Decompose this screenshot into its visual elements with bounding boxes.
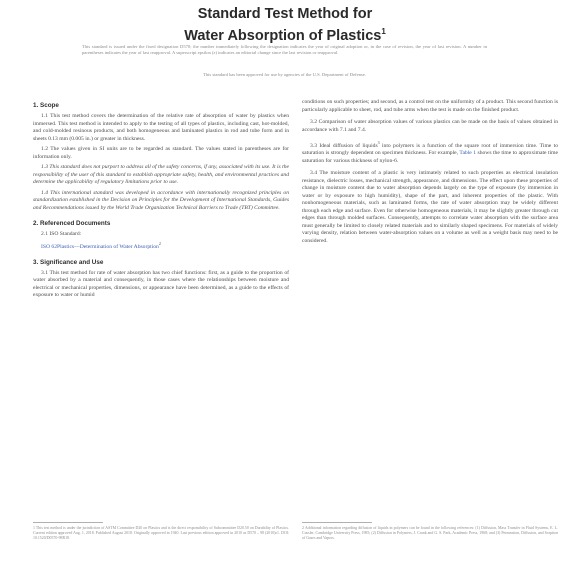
paragraph-3-3 — [302, 139, 558, 165]
title-line-2: Water Absorption of Plastics — [184, 27, 382, 44]
iso-footnote-marker: 2 — [158, 240, 161, 246]
section-heading-significance: 3. Significance and Use — [33, 258, 104, 266]
paragraph-1-4: 1.4 This international standard was developed in accordance with internationally recognized principles on standardization established in the Decision on Principles for the Development of International Standards, Guides and Recommendations issued by the World Trade Organization Technical Barriers to Trade (TBT) Committee. — [33, 189, 289, 211]
section-heading-referenced-documents: 2. Referenced Documents — [33, 220, 111, 227]
title-footnote-marker: 1 — [381, 27, 386, 36]
paragraph-3-1: 3.1 This test method for rate of water absorption has two chief functions: first, as a guide to the proportion of water absorbed by a material and consequently, in those cases where the relationships between moisture and electrical or mechanical properties, dimensions, or appearance have been determined, as a guide to the effects of exposure to water or humid — [33, 269, 289, 299]
paragraph-3-4: 3.4 The moisture content of a plastic is very intimately related to such properties as electrical insulation resistance, dielectric losses, mechanical strength, appearance, and dimensions. The effect upon these properties of change in moisture content due to water absorption depends largely on the type of exposure (by immersion in water or by exposure to high humidity), shape of the part, and inherent properties of the plastic. With nonhomogeneous materials, such as laminated forms, the rate of water absorption may be widely different through each edge and surface. Even for otherwise homogeneous materials, it may be slightly greater through cut edges than through molded surfaces. Consequently, attempts to correlate water absorption with the surface area must generally be limited to closely related materials and to similarly shaped specimens. For materials of widely varying density, relation between water-absorption values on a volume as well as a weight basis may need to be considered. — [302, 170, 558, 244]
left-column — [33, 96, 289, 303]
table-1-link[interactable]: Table 1 — [459, 150, 477, 157]
paragraph-3-2: 3.2 Comparison of water absorption values of various plastics can be made on the basis of values obtained in accordance with 7.1 and 7.4. — [302, 119, 558, 133]
paragraph-3-3-end: shows the time to approximate time saturation for various thickness of nylon-6. — [302, 150, 558, 164]
paragraph-1-3: 1.3 This standard does not purport to address all of the safety concerns, if any, associated with its use. It is the responsibility of the user of this standard to establish appropriate safety, health, and environmental practices and determine the applicability of regulatory limitations prior to use. — [33, 164, 289, 185]
paragraph-1-2: 1.2 The values given in SI units are to be regarded as standard. The values stated in parentheses are for information only. — [33, 146, 289, 160]
iso-62-code-link[interactable]: ISO 62 — [41, 243, 58, 250]
footnote-rule-left — [33, 522, 103, 523]
designation-note: This standard is issued under the fixed designation D570; the number immediately following the designation indicates the year of original adoption or, in the case of revision, the year of last revision. A number in parentheses indicates the year of last reapproval. A superscript epsilon (ε) indicates an editorial change since the last revision or reapproval. — [82, 44, 487, 56]
footnote-rule-right — [302, 522, 372, 523]
paragraph-3-3-middle: into polymers is a function of the square root of immersion time. Time to saturation is strongly dependent on specimen thickness. For example, — [302, 142, 558, 157]
paragraph-1-1: 1.1 This test method covers the determination of the relative rate of absorption of water by plastics when immersed. This test method is intended to apply to the testing of all types of plastics, including cast, hot-molded, and cold-molded resinous products, and both homogeneous and laminated plastics in rod and tube form and in sheets 0.13 mm (0.005 in.) or greater in thickness. — [33, 113, 289, 142]
iso-62-reference — [41, 240, 289, 251]
paragraph-3-3-start: 3.3 Ideal diffusion of liquids — [310, 142, 378, 149]
title-line-1: Standard Test Method for — [197, 6, 373, 22]
iso-62-title-link[interactable]: Plastics—Determination of Water Absorption — [57, 243, 159, 250]
document-title — [0, 6, 570, 45]
footnote-1: 1 This test method is under the jurisdiction of ASTM Committee D20 on Plastics and is the direct responsibility of Subcommittee D20.50 on Durability of Plastics. Current edition approved Aug. 1, 2018. Published August 2018. Originally approved in 1940. Last previous edition approved in 2010 as D570 – 98 (2010)ε1. DOI: 10.1520/D0570-98R18. — [33, 526, 289, 541]
iso-standard-label: 2.1 ISO Standard: — [41, 231, 82, 237]
section-heading-scope: 1. Scope — [33, 102, 59, 109]
diffusion-footnote-marker: 3 — [377, 140, 380, 145]
dod-approval-note: This standard has been approved for use by agencies of the U.S. Department of Defense. — [203, 72, 366, 77]
footnote-2: 2 Additional information regarding diffusion of liquids in polymers can be found in the following references: (1) Diffusion, Mass Transfer in Fluid Systems, E. L. Cussler, Cambridge University Press, 1985; (2) Diffusion in Polymers, J. Crank and G. S. Park, Academic Press, 1968; and (3) Permeation, Diffusion, and Sorption of Gases and Vapors. — [302, 526, 558, 541]
paragraph-3-1-continued: conditions on such properties; and second, as a control test on the uniformity of a product. This second function is particularly applicable to sheet, rod, and tube arms when the test is made on the finished product. — [302, 99, 558, 113]
right-column — [302, 99, 558, 248]
